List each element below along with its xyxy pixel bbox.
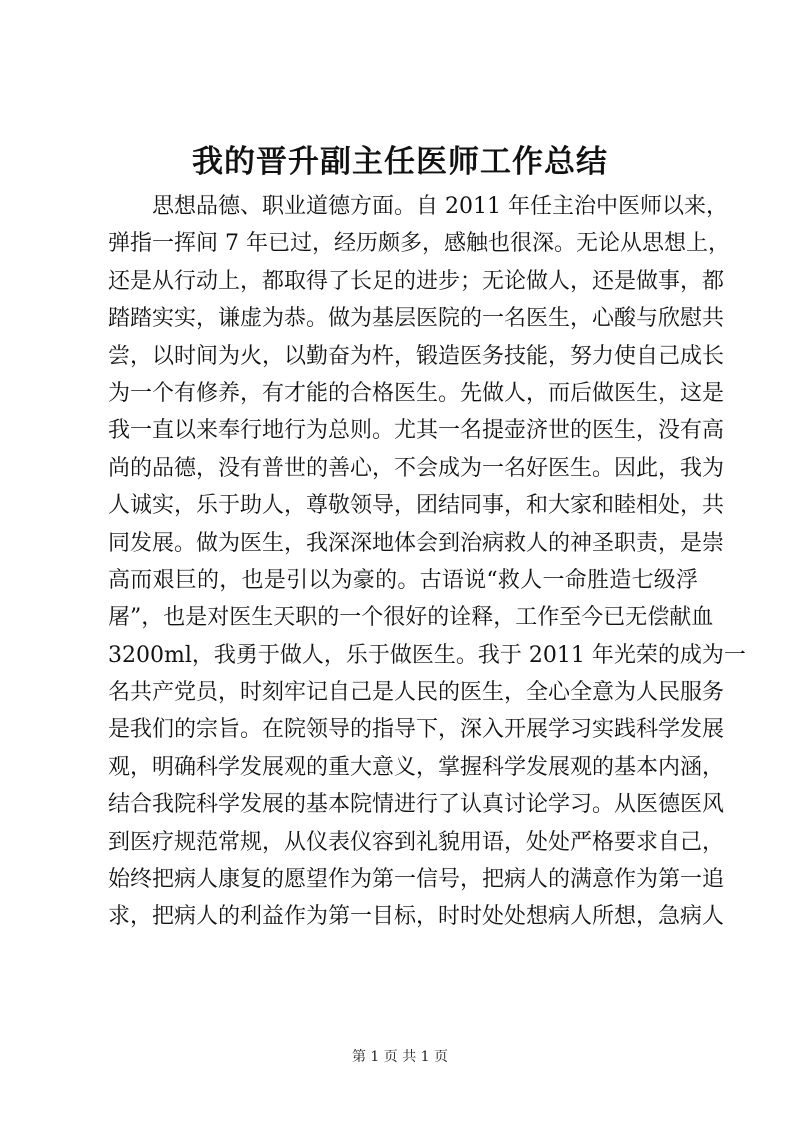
paragraph-line: 结合我院科学发展的基本院情进行了认真讨论学习。从医德医风 — [108, 792, 725, 818]
paragraph-line: 为一个有修养，有才能的合格医生。先做人，而后做医生，这是 — [108, 380, 725, 406]
document-title: 我的晋升副主任医师工作总结 — [192, 144, 608, 180]
paragraph-line: 尝，以时间为火，以勤奋为杵，锻造医务技能，努力使自己成长 — [108, 343, 725, 369]
paragraph-line: 思想品德、职业道德方面。自 2011 年任主治中医师以来， — [152, 194, 728, 219]
paragraph-line: 同发展。做为医生，我深深地体会到治病救人的神圣职责，是崇 — [108, 530, 725, 556]
paragraph-line: 3200ml，我勇于做人，乐于做医生。我于 2011 年光荣的成为一 — [108, 642, 746, 668]
paragraph-line: 踏踏实实，谦虚为恭。做为基层医院的一名医生，心酸与欣慰共 — [108, 306, 725, 332]
paragraph-line: 名共产党员，时刻牢记自己是人民的医生，全心全意为人民服务 — [108, 680, 725, 706]
paragraph-line: 屠”，也是对医生天职的一个很好的诠释，工作至今已无偿献血 — [108, 605, 714, 631]
paragraph-line: 到医疗规范常规，从仪表仪容到礼貌用语，处处严格要求自己， — [108, 829, 725, 855]
document-body — [108, 188, 746, 936]
paragraph-line: 求，把病人的利益作为第一目标，时时处处想病人所想，急病人 — [108, 904, 725, 930]
paragraph-line: 观，明确科学发展观的重大意义，掌握科学发展观的基本内涵， — [108, 754, 725, 780]
paragraph-line: 人诚实，乐于助人，尊敬领导，团结同事，和大家和睦相处，共 — [108, 493, 725, 519]
paragraph-line: 尚的品德，没有普世的善心，不会成为一名好医生。因此，我为 — [108, 455, 725, 481]
paragraph-line: 我一直以来奉行地行为总则。尤其一名提壶济世的医生，没有高 — [108, 418, 725, 444]
paragraph-line: 弹指一挥间 7 年已过，经历颇多，感触也很深。无论从思想上， — [108, 231, 730, 257]
paragraph-line: 始终把病人康复的愿望作为第一信号，把病人的满意作为第一追 — [108, 867, 725, 893]
page-number-footer: 第 1 页 共 1 页 — [351, 1049, 449, 1065]
paragraph-line: 还是从行动上，都取得了长足的进步；无论做人，还是做事，都 — [108, 268, 725, 294]
paragraph-line: 高而艰巨的，也是引以为豪的。古语说“救人一命胜造七级浮 — [108, 567, 698, 593]
paragraph-line: 是我们的宗旨。在院领导的指导下，深入开展学习实践科学发展 — [108, 717, 725, 743]
